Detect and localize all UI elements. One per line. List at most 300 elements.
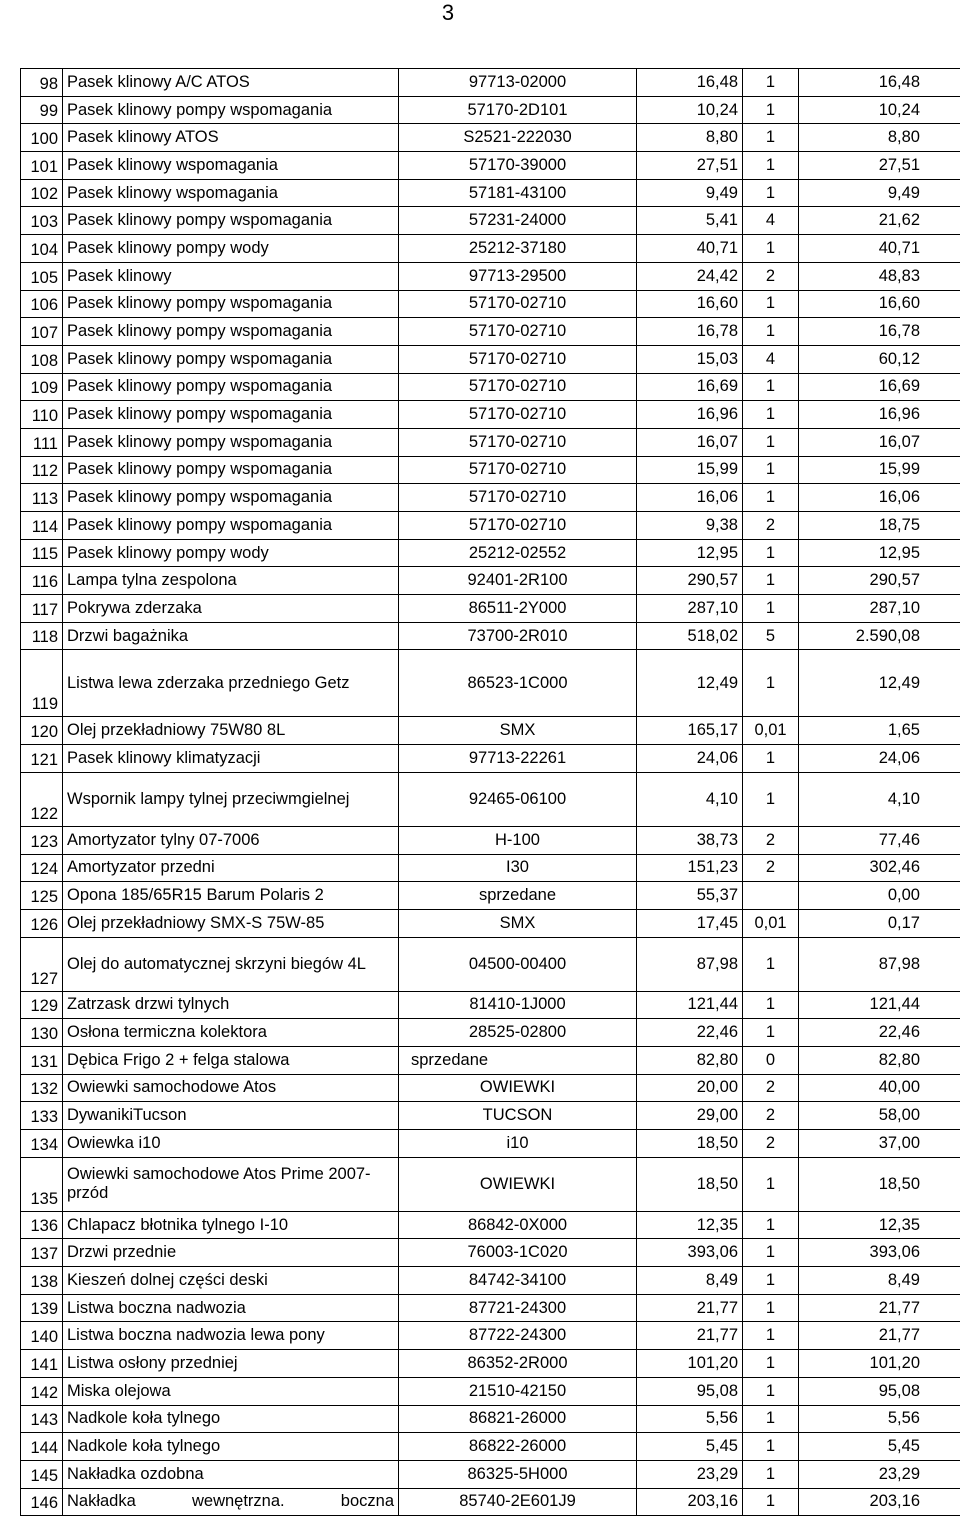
unit-price: 8,49 <box>637 1267 743 1295</box>
unit-price: 4,10 <box>637 772 743 826</box>
part-name: Owiewki samochodowe Atos <box>63 1074 399 1102</box>
row-number: 126 <box>21 909 63 937</box>
part-name: Owiewki samochodowe Atos Prime 2007-przód <box>63 1157 399 1211</box>
part-code: 57170-02710 <box>399 373 637 401</box>
total-value: 0,00 <box>799 882 960 910</box>
total-value: 302,46 <box>799 854 960 882</box>
unit-price: 20,00 <box>637 1074 743 1102</box>
unit-price: 55,37 <box>637 882 743 910</box>
row-number: 120 <box>21 717 63 745</box>
row-number: 103 <box>21 207 63 235</box>
unit-price: 165,17 <box>637 717 743 745</box>
part-name: Pasek klinowy pompy wspomagania <box>63 318 399 346</box>
total-value: 60,12 <box>799 345 960 373</box>
unit-price: 101,20 <box>637 1350 743 1378</box>
quantity: 0,01 <box>743 717 799 745</box>
table-row <box>21 373 960 401</box>
quantity: 1 <box>743 1433 799 1461</box>
part-code: 73700-2R010 <box>399 622 637 650</box>
part-code: 92465-06100 <box>399 772 637 826</box>
part-code: 57181-43100 <box>399 179 637 207</box>
total-value: 27,51 <box>799 152 960 180</box>
part-name: Listwa osłony przedniej <box>63 1350 399 1378</box>
part-code: 57170-02710 <box>399 456 637 484</box>
quantity: 1 <box>743 373 799 401</box>
unit-price: 10,24 <box>637 96 743 124</box>
table-row <box>21 772 960 826</box>
part-name: Kieszeń dolnej części deski <box>63 1267 399 1295</box>
part-name: Pasek klinowy pompy wspomagania <box>63 456 399 484</box>
part-name: Nakładka wewnętrzna. boczna <box>63 1488 399 1516</box>
row-number: 123 <box>21 826 63 854</box>
row-number: 107 <box>21 318 63 346</box>
table-row <box>21 1074 960 1102</box>
part-code: 85740-2E601J9 <box>399 1488 637 1516</box>
parts-table-body <box>21 69 960 1516</box>
total-value: 22,46 <box>799 1019 960 1047</box>
table-row <box>21 1157 960 1211</box>
row-number: 104 <box>21 235 63 263</box>
table-row <box>21 622 960 650</box>
unit-price: 518,02 <box>637 622 743 650</box>
table-row <box>21 1019 960 1047</box>
quantity: 1 <box>743 96 799 124</box>
part-code: SMX <box>399 717 637 745</box>
part-name: Pasek klinowy pompy wspomagania <box>63 290 399 318</box>
part-name: Drzwi przednie <box>63 1239 399 1267</box>
total-value: 393,06 <box>799 1239 960 1267</box>
part-code: TUCSON <box>399 1102 637 1130</box>
quantity: 2 <box>743 262 799 290</box>
quantity: 1 <box>743 428 799 456</box>
quantity: 2 <box>743 1102 799 1130</box>
part-name: Amortyzator tylny 07-7006 <box>63 826 399 854</box>
part-code: 92401-2R100 <box>399 567 637 595</box>
total-value: 0,17 <box>799 909 960 937</box>
part-name: Osłona termiczna kolektora <box>63 1019 399 1047</box>
part-code: 86352-2R000 <box>399 1350 637 1378</box>
quantity: 1 <box>743 1377 799 1405</box>
row-number: 102 <box>21 179 63 207</box>
table-row <box>21 345 960 373</box>
unit-price: 290,57 <box>637 567 743 595</box>
part-code: OWIEWKI <box>399 1074 637 1102</box>
total-value: 37,00 <box>799 1130 960 1158</box>
unit-price: 16,96 <box>637 401 743 429</box>
unit-price: 23,29 <box>637 1460 743 1488</box>
part-name: Listwa boczna nadwozia lewa pony <box>63 1322 399 1350</box>
unit-price: 16,60 <box>637 290 743 318</box>
total-value: 12,49 <box>799 650 960 717</box>
total-value: 2.590,08 <box>799 622 960 650</box>
total-value: 5,56 <box>799 1405 960 1433</box>
part-name: Olej do automatycznej skrzyni biegów 4L <box>63 937 399 991</box>
unit-price: 87,98 <box>637 937 743 991</box>
part-code: 57170-2D101 <box>399 96 637 124</box>
row-number: 111 <box>21 428 63 456</box>
row-number: 114 <box>21 512 63 540</box>
total-value: 8,49 <box>799 1267 960 1295</box>
table-row <box>21 1460 960 1488</box>
part-name: Nadkole koła tylnego <box>63 1405 399 1433</box>
quantity: 1 <box>743 991 799 1019</box>
quantity: 0,01 <box>743 909 799 937</box>
table-row <box>21 882 960 910</box>
table-row <box>21 512 960 540</box>
table-row <box>21 179 960 207</box>
quantity: 1 <box>743 1157 799 1211</box>
quantity: 1 <box>743 152 799 180</box>
unit-price: 21,77 <box>637 1322 743 1350</box>
total-value: 1,65 <box>799 717 960 745</box>
part-name: Pasek klinowy pompy wspomagania <box>63 373 399 401</box>
table-row <box>21 745 960 773</box>
row-number: 125 <box>21 882 63 910</box>
total-value: 40,00 <box>799 1074 960 1102</box>
quantity: 1 <box>743 318 799 346</box>
row-number: 109 <box>21 373 63 401</box>
quantity: 1 <box>743 772 799 826</box>
table-row <box>21 456 960 484</box>
part-code: 86842-0X000 <box>399 1211 637 1239</box>
quantity: 1 <box>743 595 799 623</box>
row-number: 122 <box>21 772 63 826</box>
table-row <box>21 1350 960 1378</box>
row-number: 137 <box>21 1239 63 1267</box>
unit-price: 18,50 <box>637 1157 743 1211</box>
unit-price: 24,06 <box>637 745 743 773</box>
unit-price: 393,06 <box>637 1239 743 1267</box>
total-value: 12,95 <box>799 539 960 567</box>
row-number: 100 <box>21 124 63 152</box>
part-code: 97713-02000 <box>399 69 637 97</box>
total-value: 16,78 <box>799 318 960 346</box>
quantity: 4 <box>743 207 799 235</box>
part-name: Pasek klinowy pompy wspomagania <box>63 484 399 512</box>
quantity: 1 <box>743 235 799 263</box>
part-code: 21510-42150 <box>399 1377 637 1405</box>
part-code: S2521-222030 <box>399 124 637 152</box>
part-code: 87721-24300 <box>399 1294 637 1322</box>
unit-price: 22,46 <box>637 1019 743 1047</box>
total-value: 18,50 <box>799 1157 960 1211</box>
part-name: Pasek klinowy pompy wspomagania <box>63 401 399 429</box>
row-number: 140 <box>21 1322 63 1350</box>
row-number: 117 <box>21 595 63 623</box>
part-name: Pasek klinowy wspomagania <box>63 152 399 180</box>
total-value: 77,46 <box>799 826 960 854</box>
part-name: Miska olejowa <box>63 1377 399 1405</box>
quantity: 1 <box>743 567 799 595</box>
table-row <box>21 69 960 97</box>
part-code: 97713-22261 <box>399 745 637 773</box>
table-row <box>21 235 960 263</box>
unit-price: 5,45 <box>637 1433 743 1461</box>
unit-price: 15,99 <box>637 456 743 484</box>
total-value: 95,08 <box>799 1377 960 1405</box>
unit-price: 287,10 <box>637 595 743 623</box>
part-name: Dębica Frigo 2 + felga stalowa <box>63 1046 399 1074</box>
unit-price: 8,80 <box>637 124 743 152</box>
table-row <box>21 262 960 290</box>
part-name: Pasek klinowy pompy wspomagania <box>63 345 399 373</box>
total-value: 101,20 <box>799 1350 960 1378</box>
part-code: 84742-34100 <box>399 1267 637 1295</box>
quantity: 2 <box>743 826 799 854</box>
row-number: 127 <box>21 937 63 991</box>
quantity: 1 <box>743 1488 799 1516</box>
total-value: 40,71 <box>799 235 960 263</box>
unit-price: 40,71 <box>637 235 743 263</box>
row-number: 119 <box>21 650 63 717</box>
row-number: 110 <box>21 401 63 429</box>
part-code: I30 <box>399 854 637 882</box>
total-value: 16,69 <box>799 373 960 401</box>
table-row <box>21 1102 960 1130</box>
part-name: Pasek klinowy pompy wspomagania <box>63 428 399 456</box>
unit-price: 121,44 <box>637 991 743 1019</box>
table-row <box>21 1488 960 1516</box>
part-name: Zatrzask drzwi tylnych <box>63 991 399 1019</box>
unit-price: 16,78 <box>637 318 743 346</box>
row-number: 112 <box>21 456 63 484</box>
quantity: 1 <box>743 745 799 773</box>
row-number: 131 <box>21 1046 63 1074</box>
part-code: 97713-29500 <box>399 262 637 290</box>
total-value: 21,77 <box>799 1322 960 1350</box>
unit-price: 16,07 <box>637 428 743 456</box>
unit-price: 95,08 <box>637 1377 743 1405</box>
part-name: Wspornik lampy tylnej przeciwmgielnej <box>63 772 399 826</box>
quantity: 1 <box>743 1350 799 1378</box>
quantity: 4 <box>743 345 799 373</box>
row-number: 133 <box>21 1102 63 1130</box>
part-name: Pasek klinowy klimatyzacji <box>63 745 399 773</box>
total-value: 9,49 <box>799 179 960 207</box>
part-name: DywanikiTucson <box>63 1102 399 1130</box>
quantity: 1 <box>743 1460 799 1488</box>
table-row <box>21 826 960 854</box>
unit-price: 21,77 <box>637 1294 743 1322</box>
part-name: Owiewka i10 <box>63 1130 399 1158</box>
unit-price: 12,49 <box>637 650 743 717</box>
quantity: 1 <box>743 1405 799 1433</box>
part-name: Pasek klinowy pompy wspomagania <box>63 512 399 540</box>
table-row <box>21 428 960 456</box>
quantity: 2 <box>743 854 799 882</box>
part-code: 87722-24300 <box>399 1322 637 1350</box>
table-row <box>21 401 960 429</box>
quantity: 1 <box>743 1267 799 1295</box>
part-name: Drzwi bagażnika <box>63 622 399 650</box>
part-name: Nadkole koła tylnego <box>63 1433 399 1461</box>
total-value: 15,99 <box>799 456 960 484</box>
unit-price: 17,45 <box>637 909 743 937</box>
quantity: 1 <box>743 401 799 429</box>
part-code: 57170-02710 <box>399 345 637 373</box>
table-row <box>21 96 960 124</box>
unit-price: 15,03 <box>637 345 743 373</box>
part-name: Pasek klinowy pompy wody <box>63 539 399 567</box>
total-value: 290,57 <box>799 567 960 595</box>
quantity: 1 <box>743 937 799 991</box>
quantity: 2 <box>743 1074 799 1102</box>
row-number: 135 <box>21 1157 63 1211</box>
unit-price: 82,80 <box>637 1046 743 1074</box>
quantity: 1 <box>743 456 799 484</box>
quantity: 2 <box>743 1130 799 1158</box>
total-value: 58,00 <box>799 1102 960 1130</box>
quantity: 1 <box>743 650 799 717</box>
row-number: 129 <box>21 991 63 1019</box>
part-code: 86511-2Y000 <box>399 595 637 623</box>
part-name: Pokrywa zderzaka <box>63 595 399 623</box>
part-name: Pasek klinowy pompy wspomagania <box>63 207 399 235</box>
total-value: 121,44 <box>799 991 960 1019</box>
part-code: 57170-02710 <box>399 484 637 512</box>
row-number: 141 <box>21 1350 63 1378</box>
part-code: 57170-02710 <box>399 428 637 456</box>
unit-price: 12,95 <box>637 539 743 567</box>
quantity: 1 <box>743 69 799 97</box>
row-number: 115 <box>21 539 63 567</box>
total-value: 21,77 <box>799 1294 960 1322</box>
total-value: 10,24 <box>799 96 960 124</box>
total-value: 16,60 <box>799 290 960 318</box>
row-number: 136 <box>21 1211 63 1239</box>
total-value: 16,48 <box>799 69 960 97</box>
part-code: 86822-26000 <box>399 1433 637 1461</box>
row-number: 124 <box>21 854 63 882</box>
table-row <box>21 484 960 512</box>
table-row <box>21 318 960 346</box>
unit-price: 5,56 <box>637 1405 743 1433</box>
part-code: 57170-02710 <box>399 401 637 429</box>
part-code: 57170-02710 <box>399 512 637 540</box>
unit-price: 18,50 <box>637 1130 743 1158</box>
row-number: 113 <box>21 484 63 512</box>
part-code: 57170-02710 <box>399 318 637 346</box>
page-number: 3 <box>0 2 896 24</box>
row-number: 121 <box>21 745 63 773</box>
table-row <box>21 1433 960 1461</box>
quantity <box>743 882 799 910</box>
table-row <box>21 207 960 235</box>
unit-price: 151,23 <box>637 854 743 882</box>
part-name: Pasek klinowy A/C ATOS <box>63 69 399 97</box>
part-name: Pasek klinowy pompy wody <box>63 235 399 263</box>
part-name: Pasek klinowy ATOS <box>63 124 399 152</box>
total-value: 48,83 <box>799 262 960 290</box>
total-value: 5,45 <box>799 1433 960 1461</box>
total-value: 18,75 <box>799 512 960 540</box>
table-row <box>21 650 960 717</box>
table-row <box>21 290 960 318</box>
table-row <box>21 152 960 180</box>
row-number: 98 <box>21 69 63 97</box>
part-code: 57170-02710 <box>399 290 637 318</box>
quantity: 1 <box>743 1294 799 1322</box>
unit-price: 16,48 <box>637 69 743 97</box>
quantity: 1 <box>743 539 799 567</box>
total-value: 12,35 <box>799 1211 960 1239</box>
total-value: 16,96 <box>799 401 960 429</box>
row-number: 139 <box>21 1294 63 1322</box>
total-value: 16,06 <box>799 484 960 512</box>
row-number: 142 <box>21 1377 63 1405</box>
part-name: Listwa boczna nadwozia <box>63 1294 399 1322</box>
quantity: 1 <box>743 124 799 152</box>
table-row <box>21 539 960 567</box>
part-name: Chlapacz błotnika tylnego I-10 <box>63 1211 399 1239</box>
part-name: Pasek klinowy <box>63 262 399 290</box>
quantity: 1 <box>743 484 799 512</box>
table-row <box>21 1130 960 1158</box>
row-number: 130 <box>21 1019 63 1047</box>
total-value: 87,98 <box>799 937 960 991</box>
row-number: 108 <box>21 345 63 373</box>
table-row <box>21 937 960 991</box>
table-row <box>21 1267 960 1295</box>
total-value: 16,07 <box>799 428 960 456</box>
row-number: 132 <box>21 1074 63 1102</box>
total-value: 4,10 <box>799 772 960 826</box>
total-value: 203,16 <box>799 1488 960 1516</box>
unit-price: 27,51 <box>637 152 743 180</box>
unit-price: 9,49 <box>637 179 743 207</box>
part-name: Pasek klinowy pompy wspomagania <box>63 96 399 124</box>
row-number: 134 <box>21 1130 63 1158</box>
table-row <box>21 1211 960 1239</box>
part-name: Olej przekładniowy 75W80 8L <box>63 717 399 745</box>
quantity: 1 <box>743 1322 799 1350</box>
unit-price: 16,69 <box>637 373 743 401</box>
row-number: 143 <box>21 1405 63 1433</box>
row-number: 145 <box>21 1460 63 1488</box>
part-code: 57170-39000 <box>399 152 637 180</box>
part-code: 86325-5H000 <box>399 1460 637 1488</box>
quantity: 1 <box>743 1239 799 1267</box>
table-row <box>21 854 960 882</box>
quantity: 1 <box>743 290 799 318</box>
table-row <box>21 1046 960 1074</box>
part-code: 04500-00400 <box>399 937 637 991</box>
table-row <box>21 991 960 1019</box>
part-code: 25212-02552 <box>399 539 637 567</box>
quantity: 1 <box>743 1019 799 1047</box>
row-number: 118 <box>21 622 63 650</box>
unit-price: 203,16 <box>637 1488 743 1516</box>
quantity: 1 <box>743 1211 799 1239</box>
quantity: 0 <box>743 1046 799 1074</box>
unit-price: 29,00 <box>637 1102 743 1130</box>
part-code: H-100 <box>399 826 637 854</box>
table-row <box>21 1294 960 1322</box>
unit-price: 38,73 <box>637 826 743 854</box>
row-number: 116 <box>21 567 63 595</box>
part-name: Amortyzator przedni <box>63 854 399 882</box>
table-row <box>21 124 960 152</box>
total-value: 21,62 <box>799 207 960 235</box>
row-number: 101 <box>21 152 63 180</box>
unit-price: 12,35 <box>637 1211 743 1239</box>
unit-price: 16,06 <box>637 484 743 512</box>
part-name: Pasek klinowy wspomagania <box>63 179 399 207</box>
part-code: sprzedane <box>399 882 637 910</box>
part-name: Olej przekładniowy SMX-S 75W-85 <box>63 909 399 937</box>
quantity: 2 <box>743 512 799 540</box>
unit-price: 5,41 <box>637 207 743 235</box>
